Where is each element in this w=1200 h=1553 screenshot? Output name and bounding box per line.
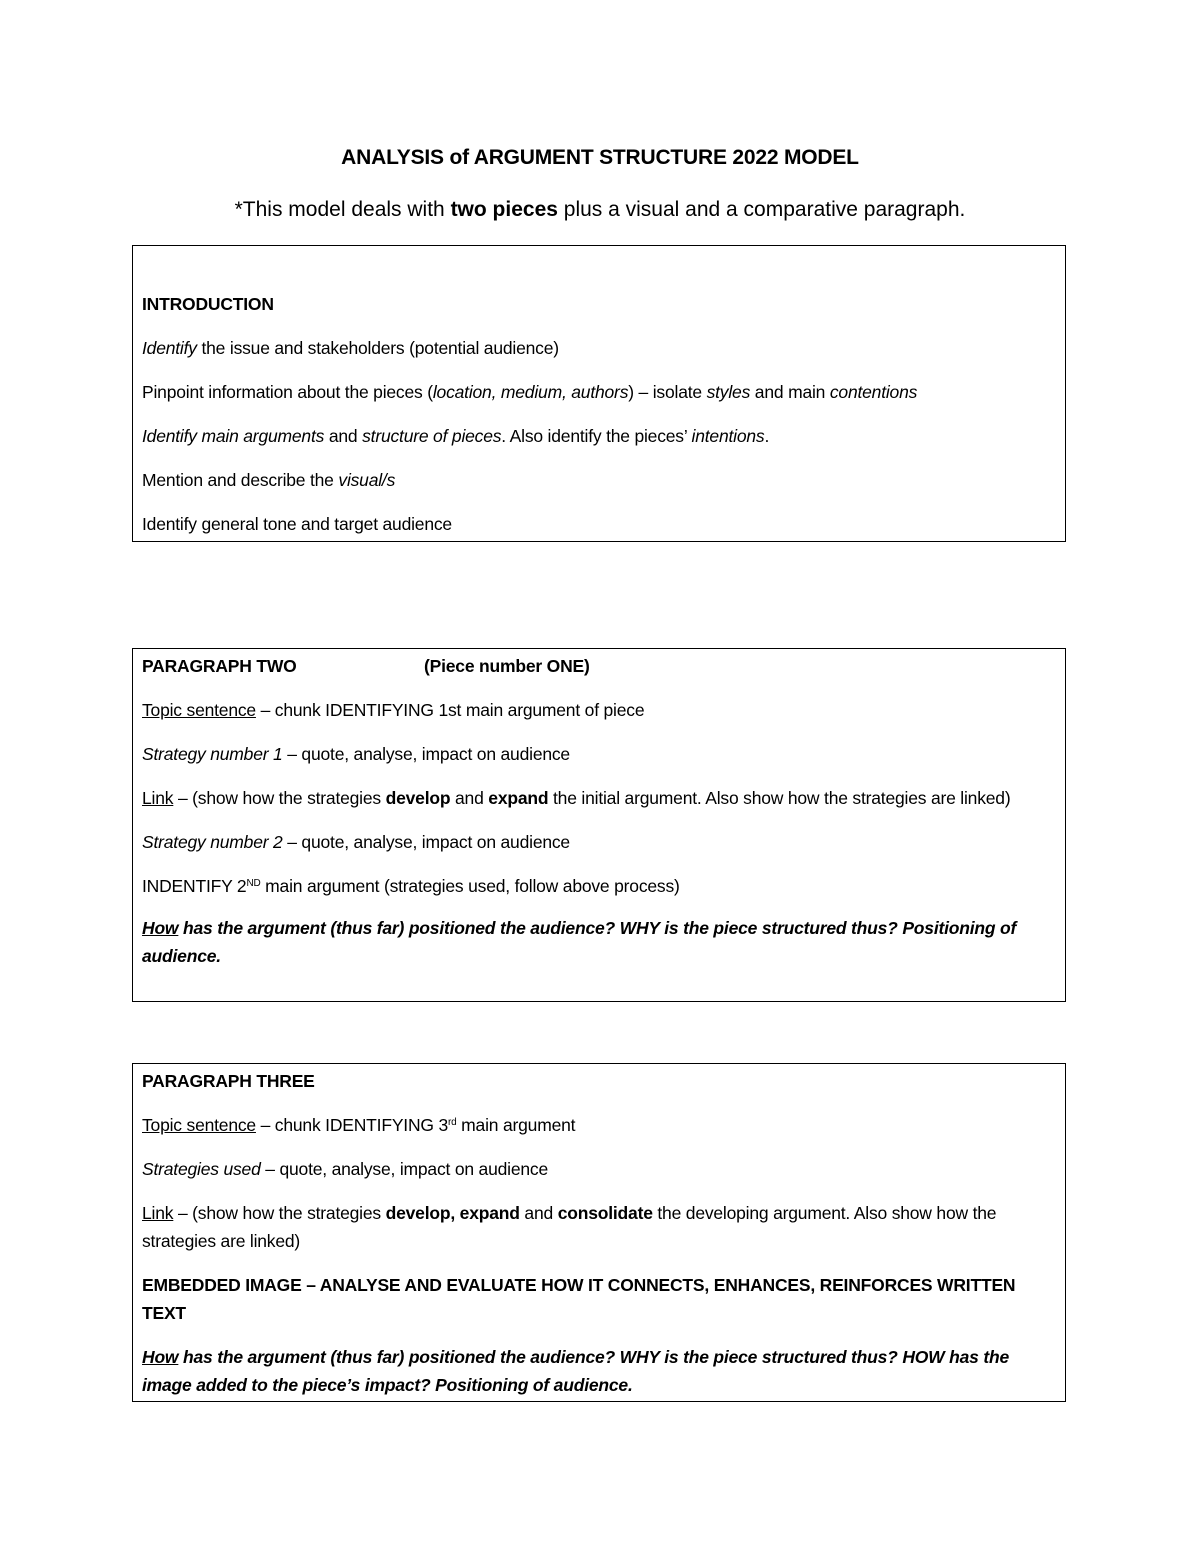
p2-strategy-1: Strategy number 1 – quote, analyse, impact on audience <box>142 744 570 764</box>
p3-embedded-image: EMBEDDED IMAGE – ANALYSE AND EVALUATE HOW IT CONNECTS, ENHANCES, REINFORCES WRITTEN TEXT <box>142 1275 1016 1323</box>
paragraph-three-box <box>132 1063 1066 1402</box>
p2-link: Link – (show how the strategies develop and expand the initial argument. Also show how the strategies are linked) <box>142 788 1011 808</box>
paragraph-two-box <box>132 648 1066 1002</box>
introduction-box <box>132 245 1066 542</box>
intro-line-tone: Identify general tone and target audience <box>142 514 452 534</box>
intro-line-visual: Mention and describe the visual/s <box>142 470 396 490</box>
intro-line-identify-issue: Identify the issue and stakeholders (potential audience) <box>142 338 559 358</box>
document-subtitle: *This model deals with two pieces plus a visual and a comparative paragraph. <box>234 198 966 221</box>
intro-line-main-arguments: Identify main arguments and structure of pieces. Also identify the pieces’ intentions. <box>142 426 770 446</box>
p3-link: Link – (show how the strategies develop, expand and consolidate the developing argument. Also show how the strategies are linked) <box>142 1203 997 1251</box>
p3-topic-sentence: Topic sentence – chunk IDENTIFYING 3rd main argument <box>142 1115 576 1135</box>
p2-strategy-2: Strategy number 2 – quote, analyse, impact on audience <box>142 832 570 852</box>
intro-line-pinpoint: Pinpoint information about the pieces (location, medium, authors) – isolate styles and main contentions <box>142 382 918 402</box>
document-title: ANALYSIS of ARGUMENT STRUCTURE 2022 MODEL <box>341 146 859 169</box>
p3-strategies-used: Strategies used – quote, analyse, impact on audience <box>142 1159 548 1179</box>
p2-topic-sentence: Topic sentence – chunk IDENTIFYING 1st main argument of piece <box>142 700 645 720</box>
p2-positioning-question: How has the argument (thus far) positioned the audience? WHY is the piece structured thus? Positioning of audience. <box>142 918 1017 966</box>
p2-identify-second-argument: INDENTIFY 2ND main argument (strategies used, follow above process) <box>142 876 680 896</box>
p3-positioning-question: How has the argument (thus far) positioned the audience? WHY is the piece structured thus? HOW has the image added to the piece’s impact? Positioning of audience. <box>142 1347 1010 1395</box>
paragraph-three-heading: PARAGRAPH THREE <box>142 1071 315 1091</box>
paragraph-two-heading: PARAGRAPH TWO (Piece number ONE) <box>142 656 590 676</box>
introduction-heading: INTRODUCTION <box>142 294 274 314</box>
